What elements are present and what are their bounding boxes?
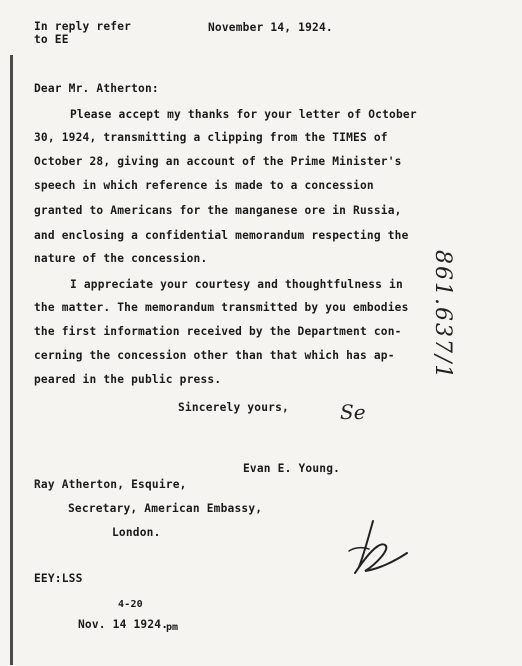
letter-date: November 14, 1924.	[208, 21, 333, 34]
reply-reference-line2: to EE	[34, 33, 69, 46]
reply-reference-line1: In reply refer	[34, 20, 132, 33]
signer-name: Evan E. Young.	[243, 462, 341, 475]
addressee-name: Ray Atherton, Esquire,	[34, 478, 187, 491]
salutation: Dear Mr. Atherton:	[34, 82, 159, 95]
handwritten-initial-mark: Se	[340, 400, 366, 424]
dispatch-pm: pm	[166, 622, 179, 633]
body-line: 30, 1924, transmitting a clipping from the TIMES of	[34, 131, 388, 144]
closing: Sincerely yours,	[178, 401, 289, 414]
body-line: granted to Americans for the manganese ore in Russia,	[34, 204, 402, 217]
binding-edge	[10, 55, 13, 665]
body-line: the first information received by the Department con-	[34, 325, 402, 338]
dispatch-date: Nov. 14 1924.	[78, 618, 169, 631]
handwritten-file-number: 861.637/1	[430, 250, 455, 381]
addressee-title: Secretary, American Embassy,	[68, 502, 263, 515]
body-line: October 28, giving an account of the Prime Minister's	[34, 155, 402, 168]
body-line: and enclosing a confidential memorandum respecting the	[34, 229, 409, 242]
body-line: Please accept my thanks for your letter of October	[70, 108, 417, 121]
body-line: cerning the concession other than that which has ap-	[34, 349, 395, 362]
dispatch-code: 4-20	[118, 599, 143, 610]
body-line: speech in which reference is made to a concession	[34, 179, 374, 192]
body-line: nature of the concession.	[34, 252, 208, 265]
typist-initials: EEY:LSS	[34, 572, 83, 585]
handwritten-signature	[345, 515, 415, 585]
addressee-city: London.	[112, 526, 161, 539]
body-line: the matter. The memorandum transmitted by you embodies	[34, 301, 409, 314]
body-line: peared in the public press.	[34, 373, 222, 386]
body-line: I appreciate your courtesy and thoughtfulness in	[70, 278, 403, 291]
